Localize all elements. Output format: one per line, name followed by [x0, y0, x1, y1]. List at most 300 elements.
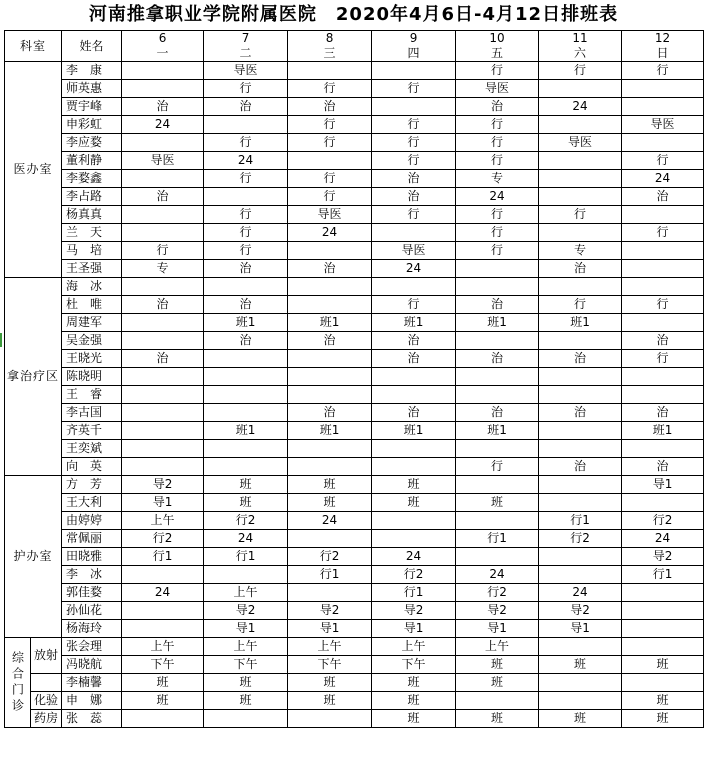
shift-cell — [122, 80, 204, 98]
shift-cell — [122, 620, 204, 638]
staff-name: 申彩虹 — [62, 116, 122, 134]
table-row — [5, 134, 704, 152]
shift-cell: 24 — [288, 512, 372, 530]
shift-cell — [204, 350, 288, 368]
shift-cell: 行2 — [204, 512, 288, 530]
shift-cell — [539, 440, 622, 458]
table-row — [5, 476, 704, 494]
shift-cell — [372, 98, 456, 116]
shift-cell — [372, 458, 456, 476]
shift-cell — [539, 476, 622, 494]
staff-name: 李楠馨 — [62, 674, 122, 692]
table-row — [5, 386, 704, 404]
shift-cell: 治 — [456, 350, 539, 368]
shift-cell: 行 — [622, 350, 704, 368]
shift-cell: 行1 — [539, 512, 622, 530]
shift-cell: 行1 — [288, 566, 372, 584]
shift-cell: 专 — [122, 260, 204, 278]
shift-cell: 治 — [288, 260, 372, 278]
shift-cell: 班 — [204, 494, 288, 512]
staff-name: 李古国 — [62, 404, 122, 422]
shift-cell — [204, 404, 288, 422]
staff-name: 孙仙花 — [62, 602, 122, 620]
header-day — [622, 31, 704, 62]
shift-cell: 班 — [372, 476, 456, 494]
shift-cell: 班 — [372, 674, 456, 692]
shift-cell: 导1 — [204, 620, 288, 638]
shift-cell: 行1 — [456, 530, 539, 548]
table-row — [5, 458, 704, 476]
day-weekday: 五 — [491, 46, 504, 60]
shift-cell: 上午 — [204, 584, 288, 602]
shift-cell — [288, 584, 372, 602]
header-day — [204, 31, 288, 62]
staff-name: 师英惠 — [62, 80, 122, 98]
shift-cell: 行 — [456, 116, 539, 134]
table-row — [5, 530, 704, 548]
shift-cell: 行 — [372, 80, 456, 98]
shift-cell — [539, 188, 622, 206]
shift-cell — [622, 674, 704, 692]
shift-cell: 班 — [122, 692, 204, 710]
shift-cell — [539, 80, 622, 98]
header-dept: 科室 — [5, 31, 62, 62]
shift-cell — [539, 170, 622, 188]
staff-name: 马 培 — [62, 242, 122, 260]
staff-name: 王晓光 — [62, 350, 122, 368]
table-row — [5, 62, 704, 80]
shift-cell: 班1 — [456, 422, 539, 440]
shift-cell — [122, 170, 204, 188]
shift-cell: 导医 — [372, 242, 456, 260]
shift-cell: 治 — [622, 188, 704, 206]
shift-cell: 导医 — [122, 152, 204, 170]
shift-cell: 24 — [456, 566, 539, 584]
shift-cell — [456, 512, 539, 530]
shift-cell — [539, 152, 622, 170]
day-weekday: 二 — [239, 46, 252, 60]
staff-name: 王圣强 — [62, 260, 122, 278]
shift-cell: 行 — [456, 206, 539, 224]
shift-cell — [288, 440, 372, 458]
shift-cell — [372, 368, 456, 386]
shift-cell — [122, 386, 204, 404]
staff-name: 吴金强 — [62, 332, 122, 350]
shift-cell: 导医 — [456, 80, 539, 98]
day-date: 8 — [325, 31, 334, 45]
shift-cell — [122, 314, 204, 332]
shift-cell: 上午 — [122, 638, 204, 656]
shift-cell: 行 — [456, 152, 539, 170]
shift-cell: 行 — [372, 116, 456, 134]
shift-cell — [204, 440, 288, 458]
shift-cell — [456, 476, 539, 494]
shift-cell: 班 — [539, 710, 622, 728]
shift-cell: 导2 — [122, 476, 204, 494]
shift-cell: 治 — [456, 98, 539, 116]
shift-cell — [539, 494, 622, 512]
shift-cell — [288, 368, 372, 386]
shift-cell — [204, 188, 288, 206]
shift-cell: 导2 — [539, 602, 622, 620]
shift-cell: 行1 — [122, 548, 204, 566]
staff-name: 李 康 — [62, 62, 122, 80]
shift-cell: 导1 — [372, 620, 456, 638]
shift-cell: 行 — [122, 242, 204, 260]
shift-cell: 下午 — [122, 656, 204, 674]
row-marker — [0, 333, 2, 347]
shift-cell: 治 — [539, 404, 622, 422]
shift-cell — [122, 404, 204, 422]
header-name: 姓名 — [62, 31, 122, 62]
header-day — [288, 31, 372, 62]
shift-cell: 导2 — [204, 602, 288, 620]
dept-cell: 医办室 — [5, 62, 62, 278]
table-row — [5, 80, 704, 98]
shift-cell — [288, 458, 372, 476]
day-date: 7 — [241, 31, 250, 45]
shift-cell: 行 — [288, 80, 372, 98]
table-row — [5, 368, 704, 386]
table-row — [5, 494, 704, 512]
staff-name: 海 冰 — [62, 278, 122, 296]
shift-cell: 24 — [122, 116, 204, 134]
shift-cell — [122, 368, 204, 386]
shift-cell: 行 — [204, 224, 288, 242]
table-row — [5, 332, 704, 350]
shift-cell — [122, 134, 204, 152]
shift-cell: 行1 — [372, 584, 456, 602]
shift-cell — [204, 116, 288, 134]
shift-cell: 治 — [122, 98, 204, 116]
shift-cell — [622, 368, 704, 386]
shift-cell — [122, 602, 204, 620]
table-row — [5, 278, 704, 296]
staff-name: 方 芳 — [62, 476, 122, 494]
staff-name: 郭佳婺 — [62, 584, 122, 602]
shift-cell — [539, 692, 622, 710]
shift-cell: 行 — [288, 170, 372, 188]
shift-cell: 24 — [539, 98, 622, 116]
table-row — [5, 656, 704, 674]
staff-name: 王 睿 — [62, 386, 122, 404]
shift-cell — [622, 98, 704, 116]
staff-name: 向 英 — [62, 458, 122, 476]
sub-dept-cell — [31, 674, 62, 692]
shift-cell: 导1 — [122, 494, 204, 512]
shift-cell: 班1 — [204, 314, 288, 332]
shift-cell — [122, 332, 204, 350]
header-day — [539, 31, 622, 62]
day-weekday: 六 — [574, 46, 587, 60]
staff-name: 张 蕊 — [62, 710, 122, 728]
table-row — [5, 260, 704, 278]
staff-name: 陈晓明 — [62, 368, 122, 386]
schedule-title: 河南推拿职业学院附属医院 2020年4月6日-4月12日排班表 — [88, 4, 619, 25]
shift-cell: 班1 — [288, 314, 372, 332]
shift-cell — [622, 386, 704, 404]
shift-cell: 专 — [456, 170, 539, 188]
shift-cell: 24 — [622, 530, 704, 548]
shift-cell: 行 — [372, 134, 456, 152]
staff-name: 齐英千 — [62, 422, 122, 440]
shift-cell: 24 — [204, 152, 288, 170]
shift-cell — [622, 242, 704, 260]
shift-cell: 班 — [456, 710, 539, 728]
shift-cell: 行1 — [204, 548, 288, 566]
shift-cell — [122, 566, 204, 584]
shift-cell: 行 — [204, 134, 288, 152]
staff-name: 杨真真 — [62, 206, 122, 224]
shift-cell: 班1 — [622, 422, 704, 440]
shift-cell — [622, 584, 704, 602]
staff-name: 李 冰 — [62, 566, 122, 584]
shift-cell: 行 — [622, 224, 704, 242]
shift-cell: 班1 — [456, 314, 539, 332]
shift-cell: 行 — [622, 152, 704, 170]
shift-cell — [622, 134, 704, 152]
shift-cell — [539, 422, 622, 440]
dept-cell: 护办室 — [5, 476, 62, 638]
shift-cell — [539, 638, 622, 656]
table-row — [5, 188, 704, 206]
staff-name: 李婺鑫 — [62, 170, 122, 188]
day-date: 11 — [572, 31, 588, 45]
shift-cell: 行 — [622, 62, 704, 80]
staff-name: 冯晓航 — [62, 656, 122, 674]
shift-cell: 治 — [372, 404, 456, 422]
staff-name: 董利静 — [62, 152, 122, 170]
staff-name: 李应婺 — [62, 134, 122, 152]
shift-cell: 行 — [456, 134, 539, 152]
shift-cell: 行 — [622, 296, 704, 314]
header-row — [5, 31, 704, 62]
day-date: 6 — [158, 31, 167, 45]
shift-cell — [456, 386, 539, 404]
shift-cell — [539, 566, 622, 584]
staff-name: 张会理 — [62, 638, 122, 656]
shift-cell: 班 — [204, 674, 288, 692]
shift-cell: 治 — [288, 404, 372, 422]
shift-cell: 治 — [539, 458, 622, 476]
staff-name: 申 娜 — [62, 692, 122, 710]
sub-dept-cell: 放射 — [31, 638, 62, 674]
staff-name: 田晓雅 — [62, 548, 122, 566]
shift-cell: 治 — [288, 332, 372, 350]
day-weekday: 一 — [156, 46, 169, 60]
shift-cell: 下午 — [204, 656, 288, 674]
shift-cell: 导2 — [288, 602, 372, 620]
shift-cell: 班1 — [204, 422, 288, 440]
shift-cell: 班 — [204, 476, 288, 494]
shift-cell — [622, 602, 704, 620]
shift-cell — [122, 458, 204, 476]
table-row — [5, 422, 704, 440]
shift-cell — [456, 368, 539, 386]
table-row — [5, 674, 704, 692]
table-row — [5, 206, 704, 224]
shift-cell: 班1 — [288, 422, 372, 440]
dept-cell: 拿治疗区 — [5, 278, 62, 476]
shift-cell: 班 — [288, 674, 372, 692]
shift-cell: 24 — [539, 584, 622, 602]
shift-cell — [204, 566, 288, 584]
shift-cell: 治 — [122, 188, 204, 206]
shift-cell: 24 — [372, 548, 456, 566]
staff-name: 由婷婷 — [62, 512, 122, 530]
shift-cell: 治 — [622, 404, 704, 422]
shift-cell: 治 — [372, 332, 456, 350]
shift-cell — [622, 80, 704, 98]
shift-cell — [122, 440, 204, 458]
shift-cell: 行2 — [622, 512, 704, 530]
shift-cell — [204, 458, 288, 476]
shift-cell: 导1 — [456, 620, 539, 638]
shift-cell — [288, 530, 372, 548]
shift-cell: 班 — [622, 692, 704, 710]
header-day — [456, 31, 539, 62]
shift-cell: 行 — [539, 206, 622, 224]
shift-cell: 行 — [372, 296, 456, 314]
shift-cell: 行 — [539, 62, 622, 80]
shift-cell: 导2 — [456, 602, 539, 620]
staff-name: 王奕斌 — [62, 440, 122, 458]
shift-cell: 行2 — [456, 584, 539, 602]
shift-cell — [622, 260, 704, 278]
shift-cell: 行 — [456, 62, 539, 80]
shift-cell — [204, 386, 288, 404]
shift-cell — [372, 224, 456, 242]
shift-cell: 班 — [456, 674, 539, 692]
shift-cell: 治 — [372, 350, 456, 368]
shift-cell: 行 — [204, 242, 288, 260]
shift-cell — [456, 548, 539, 566]
shift-cell: 治 — [122, 296, 204, 314]
shift-cell — [622, 494, 704, 512]
table-row — [5, 224, 704, 242]
shift-cell — [372, 530, 456, 548]
shift-cell: 行 — [456, 242, 539, 260]
table-row — [5, 638, 704, 656]
shift-cell: 治 — [288, 98, 372, 116]
shift-cell: 行 — [456, 458, 539, 476]
shift-cell: 行 — [204, 80, 288, 98]
shift-cell: 班 — [456, 656, 539, 674]
staff-name: 周建军 — [62, 314, 122, 332]
shift-cell: 班 — [456, 494, 539, 512]
shift-cell: 治 — [372, 188, 456, 206]
shift-cell: 24 — [372, 260, 456, 278]
shift-cell: 班 — [539, 656, 622, 674]
day-date: 9 — [409, 31, 418, 45]
shift-cell — [288, 350, 372, 368]
staff-name: 贾宇峰 — [62, 98, 122, 116]
shift-cell: 24 — [122, 584, 204, 602]
shift-cell: 行 — [204, 170, 288, 188]
shift-cell — [288, 152, 372, 170]
shift-cell — [456, 440, 539, 458]
shift-cell: 治 — [456, 296, 539, 314]
shift-cell: 行 — [372, 152, 456, 170]
shift-cell: 24 — [204, 530, 288, 548]
table-row — [5, 242, 704, 260]
shift-cell: 行 — [204, 206, 288, 224]
shift-cell: 班 — [288, 476, 372, 494]
staff-name: 王大利 — [62, 494, 122, 512]
shift-cell — [372, 512, 456, 530]
shift-cell: 班 — [372, 710, 456, 728]
shift-cell — [622, 620, 704, 638]
table-row — [5, 584, 704, 602]
shift-cell: 导医 — [288, 206, 372, 224]
shift-cell — [539, 224, 622, 242]
shift-cell: 治 — [204, 332, 288, 350]
shift-cell: 导医 — [622, 116, 704, 134]
shift-cell: 治 — [622, 332, 704, 350]
shift-cell — [288, 710, 372, 728]
table-row — [5, 602, 704, 620]
shift-cell: 班 — [372, 494, 456, 512]
shift-cell — [622, 206, 704, 224]
shift-cell: 治 — [622, 458, 704, 476]
table-row — [5, 98, 704, 116]
table-row — [5, 692, 704, 710]
shift-cell: 治 — [122, 350, 204, 368]
shift-cell: 24 — [288, 224, 372, 242]
day-date: 12 — [654, 31, 671, 45]
shift-cell: 上午 — [456, 638, 539, 656]
staff-name: 常佩丽 — [62, 530, 122, 548]
shift-cell: 上午 — [372, 638, 456, 656]
shift-cell: 导2 — [372, 602, 456, 620]
shift-cell: 导医 — [539, 134, 622, 152]
shift-cell — [456, 692, 539, 710]
shift-cell — [539, 368, 622, 386]
shift-cell: 行 — [288, 188, 372, 206]
shift-cell: 行 — [539, 296, 622, 314]
header-day — [372, 31, 456, 62]
shift-cell — [539, 548, 622, 566]
shift-cell: 班 — [288, 692, 372, 710]
table-row — [5, 170, 704, 188]
shift-cell: 行2 — [122, 530, 204, 548]
shift-cell — [622, 278, 704, 296]
shift-cell — [122, 206, 204, 224]
shift-cell: 下午 — [288, 656, 372, 674]
table-row — [5, 404, 704, 422]
shift-cell — [288, 386, 372, 404]
shift-cell: 导2 — [622, 548, 704, 566]
shift-cell — [456, 332, 539, 350]
day-weekday: 三 — [323, 46, 336, 60]
shift-cell — [622, 440, 704, 458]
sub-dept-cell: 化验 — [31, 692, 62, 710]
shift-cell — [204, 710, 288, 728]
shift-cell: 班 — [122, 674, 204, 692]
shift-cell: 行1 — [622, 566, 704, 584]
shift-cell — [456, 260, 539, 278]
shift-cell: 治 — [204, 260, 288, 278]
shift-cell: 专 — [539, 242, 622, 260]
shift-cell — [204, 278, 288, 296]
shift-cell — [372, 62, 456, 80]
table-row — [5, 296, 704, 314]
header-day — [122, 31, 204, 62]
shift-cell: 上午 — [204, 638, 288, 656]
shift-cell — [122, 710, 204, 728]
shift-cell: 治 — [204, 296, 288, 314]
shift-cell — [372, 278, 456, 296]
